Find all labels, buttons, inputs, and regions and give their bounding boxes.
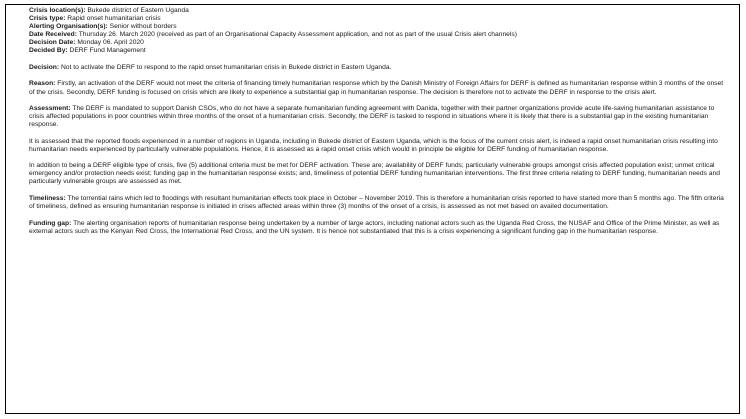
crisis-location-line [29, 7, 729, 15]
funding-gap-text: The alerting organisation reports of humanitarian response being undertaken by a number of large actors, including national actors such as the Uganda Red Cross, the NUSAF and Office of the Prime Minister, as well as external actors such as the Kenyan Red Cross, the International Red Cross, and the UN system. It is hence not substantiated that this is a crisis experiencing a significant funding gap in the humanitarian response. [29, 219, 720, 235]
reason-label: Reason: [29, 80, 56, 88]
activation-criteria-paragraph: In addition to being a DERF eligible type of crisis, five (5) additional criteria must be met for DERF activation. These are; availability of DERF funds; particularly vulnerable groups amongst crisis affected population exist; unmet critical emergency and/or protection needs exist; funding gap in the humanitarian response exists; and, timeliness of potential DERF funding humanitarian interventions. The first three criteria relating to DERF funding, humanitarian needs and particularly vulnerable groups are assessed as met. [29, 162, 720, 186]
crisis-type-value: Rapid onset humanitarian crisis [65, 15, 161, 23]
decision-label: Decision: [29, 63, 60, 71]
assessment-text: The DERF is mandated to support Danish CSOs, who do not have a separate humanitarian funding agreement with Danida, together with their partner organizations provide acute life-saving humanitarian assistance to crisis affected populations in poor countries within three months of the onset of a humanitarian crisis. Secondly, the DERF is tasked to respond in situations where it is likely that there is a substantial gap in the existing humanitarian response. [29, 105, 715, 129]
assessment-label: Assessment: [29, 105, 71, 113]
date-received-label: Date Received: [29, 31, 77, 39]
decision-date-line [29, 39, 729, 47]
decision-text: Not to activate the DERF to respond to the rapid onset humanitarian crisis in Bukede district in Eastern Uganda. [59, 63, 392, 71]
decision-date-label: Decision Date: [29, 39, 76, 47]
reason-paragraph [29, 80, 729, 96]
timeliness-paragraph [29, 195, 729, 211]
decided-by-line [29, 47, 729, 55]
decision-date-value: Monday 06. April 2020 [75, 39, 144, 47]
crisis-type-label: Crisis type: [29, 15, 66, 23]
funding-gap-paragraph [29, 220, 729, 236]
document-page [5, 4, 740, 414]
decided-by-value: DERF Fund Management [67, 47, 146, 55]
crisis-metadata [29, 7, 729, 56]
decision-paragraph [29, 64, 729, 72]
crisis-location-label: Crisis location(s): [29, 7, 86, 14]
funding-gap-label: Funding gap: [29, 219, 72, 227]
alerting-organisation-label: Alerting Organisation(s): [29, 23, 108, 31]
date-received-value: Thursday 26. March 2020 (received as part of an Organisational Capacity Assessment application, and not as part of the usual Crisis alert channels) [76, 31, 517, 39]
reason-text: Firstly, an activation of the DERF would not meet the criteria of financing timely humanitarian response which by the Danish Ministry of Foreign Affairs for DERF is defined as humanitarian response within 3 months of the onset of the crisis. Secondly, DERF funding is focused on crisis which are likely to experience a substantial gap in humanitarian response. The decision is therefore not to activate the DERF in response to the crisis alert. [29, 80, 724, 96]
assessment-paragraph [29, 105, 729, 129]
date-received-line [29, 31, 729, 39]
crisis-location-value: Bukede district of Eastern Uganda [85, 7, 189, 14]
decided-by-label: Decided By: [29, 47, 68, 55]
alerting-organisation-line [29, 23, 729, 31]
timeliness-text: The torrential rains which led to floodings with resultant humanitarian effects took place in October – November 2019. This is therefore a humanitarian crisis reported to have started more than 5 months ago. The fifth criteria of timeliness, defined as ensuring humanitarian response is initiated in crises affected areas within three (3) months of the onset of a crisis, is assessed as not met based on availed documentation. [29, 194, 724, 211]
timeliness-label: Timeliness: [29, 194, 66, 202]
floods-assessment-paragraph: It is assessed that the reported floods experienced in a number of regions in Uganda, including in Bukede district of Eastern Uganda, which is the focus of the current crisis alert, is indeed a rapid onset humanitarian crisis resulting into humanitarian needs experienced by particularly vulnerable populations. Hence, it is assessed as a rapid onset crisis which would in principle be eligible for DERF funding of humanitarian response. [29, 137, 718, 153]
crisis-type-line [29, 15, 729, 23]
alerting-organisation-value: Senior without borders [107, 23, 177, 31]
